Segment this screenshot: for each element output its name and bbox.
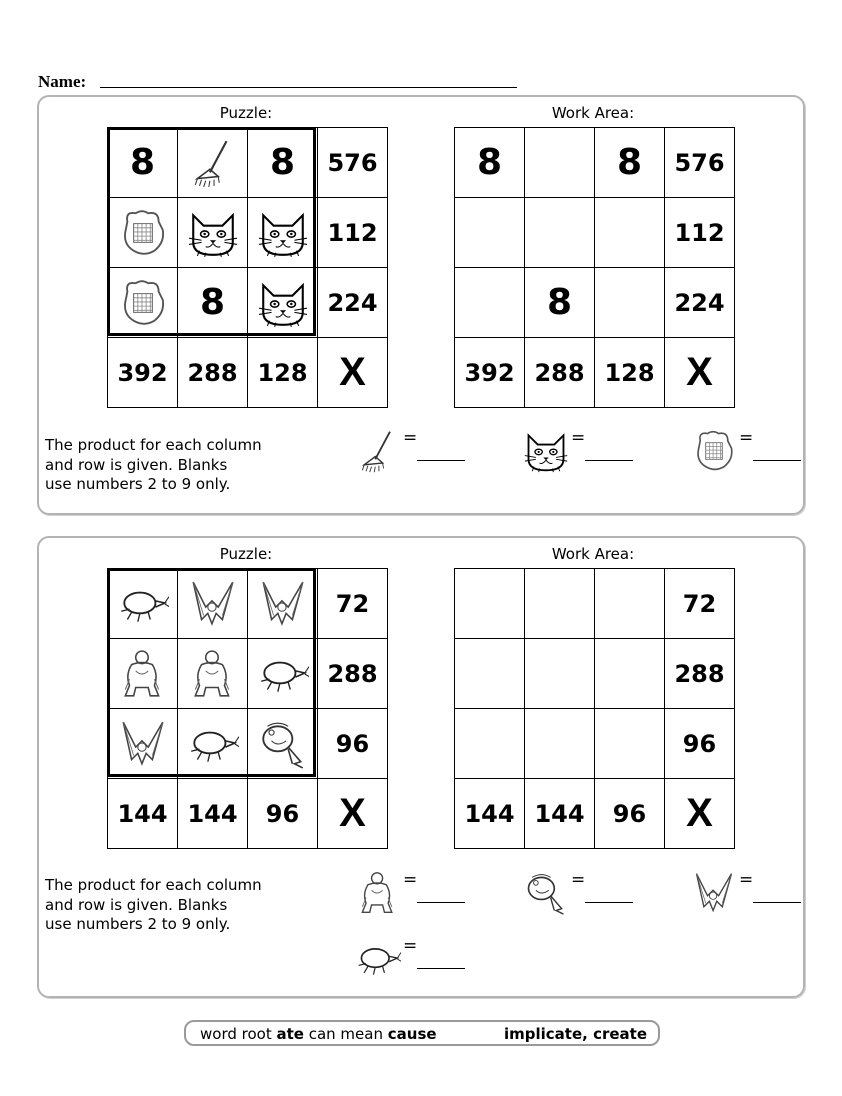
cell-value: 144: [187, 799, 238, 828]
puzzle-cell: [178, 268, 248, 338]
work-cell[interactable]: [525, 709, 595, 779]
baseball-glove-icon: [691, 428, 737, 474]
key-fish: [523, 870, 633, 920]
key-gorilla: [355, 870, 465, 920]
instruction-line: and row is given. Blanks: [45, 895, 228, 914]
bat-icon: [257, 578, 309, 630]
beetle-icon: [257, 648, 309, 700]
cell-value: 96: [265, 799, 300, 828]
puzzle-cell: [108, 128, 178, 198]
baseball-glove-icon: [117, 277, 169, 329]
puzzle-cell: [248, 268, 318, 338]
instructions: [45, 436, 305, 495]
puzzle-grid: [107, 127, 388, 408]
instruction-line: The product for each column: [45, 436, 262, 454]
puzzle-cell: [108, 268, 178, 338]
puzzle-cell: [108, 198, 178, 268]
row-product: [318, 709, 388, 779]
bat-icon: [187, 578, 239, 630]
column-product: [525, 338, 595, 408]
work-cell[interactable]: [455, 709, 525, 779]
answer-blank[interactable]: [417, 968, 465, 969]
work-cell[interactable]: [525, 639, 595, 709]
cell-value: 128: [257, 358, 308, 387]
cell-value: 288: [674, 659, 725, 688]
column-product: [455, 338, 525, 408]
cell-value: 288: [327, 659, 378, 688]
column-product: [178, 779, 248, 849]
puzzle-title: Puzzle:: [219, 104, 273, 122]
work-cell[interactable]: [455, 639, 525, 709]
cell-value: 112: [674, 218, 725, 247]
corner-cell: [665, 779, 735, 849]
work-cell[interactable]: [595, 128, 665, 198]
puzzle-cell: [248, 709, 318, 779]
row-product: [318, 569, 388, 639]
word-root-meaning: cause: [387, 1025, 437, 1043]
puzzle-cell: [108, 569, 178, 639]
column-product: [108, 338, 178, 408]
row-product: [665, 639, 735, 709]
work-cell[interactable]: [595, 709, 665, 779]
puzzle-grid: [107, 568, 388, 849]
bat-icon: [117, 718, 169, 770]
cell-value: 8: [199, 282, 226, 323]
beetle-icon: [355, 936, 401, 982]
work-cell[interactable]: [595, 268, 665, 338]
cell-value: 128: [604, 358, 655, 387]
baseball-glove-icon: [117, 207, 169, 259]
instruction-line: and row is given. Blanks: [45, 455, 228, 474]
equals-sign: =: [403, 870, 418, 890]
cell-value: 8: [616, 142, 643, 183]
cell-value: 112: [327, 218, 378, 247]
column-product: [248, 338, 318, 408]
row-product: [318, 128, 388, 198]
row-product: [665, 268, 735, 338]
row-product: [665, 128, 735, 198]
puzzle-cell: [178, 198, 248, 268]
puzzle-cell: [248, 569, 318, 639]
equals-sign: =: [403, 936, 418, 956]
row-product: [665, 569, 735, 639]
equals-sign: =: [739, 870, 754, 890]
cell-value: 288: [187, 358, 238, 387]
puzzle-cell: [248, 128, 318, 198]
column-product: [455, 779, 525, 849]
cat-face-icon: [523, 428, 569, 474]
cell-value: 144: [534, 799, 585, 828]
key-glove: [691, 428, 801, 478]
puzzle-cell: [248, 198, 318, 268]
fish-icon: [523, 870, 569, 916]
answer-blank[interactable]: [585, 460, 633, 461]
instruction-line: The product for each column: [45, 876, 262, 894]
corner-x: X: [339, 791, 366, 835]
work-cell[interactable]: [595, 569, 665, 639]
work-cell[interactable]: [455, 569, 525, 639]
cell-value: 8: [129, 142, 156, 183]
work-area-title: Work Area:: [551, 104, 635, 122]
name-line[interactable]: [100, 87, 517, 88]
work-cell[interactable]: [455, 128, 525, 198]
gorilla-icon: [355, 870, 401, 916]
work-cell[interactable]: [525, 198, 595, 268]
cell-value: 576: [327, 148, 378, 177]
column-product: [108, 779, 178, 849]
puzzle-cell: [178, 569, 248, 639]
cell-value: 96: [335, 729, 370, 758]
word-root-examples: implicate, create: [504, 1025, 647, 1043]
row-product: [318, 268, 388, 338]
fish-icon: [257, 718, 309, 770]
cat-face-icon: [257, 277, 309, 329]
corner-cell: [318, 779, 388, 849]
cell-value: 144: [464, 799, 515, 828]
cell-value: 224: [327, 288, 378, 317]
rake-icon: [355, 428, 401, 474]
column-product: [248, 779, 318, 849]
cell-value: 392: [117, 358, 168, 387]
word-root: ate: [276, 1025, 304, 1043]
puzzle-cell: [178, 128, 248, 198]
work-cell[interactable]: [525, 268, 595, 338]
puzzle-title: Puzzle:: [219, 545, 273, 563]
cell-value: 224: [674, 288, 725, 317]
beetle-icon: [117, 578, 169, 630]
work-area-grid[interactable]: [454, 127, 735, 408]
work-cell[interactable]: [595, 198, 665, 268]
equals-sign: =: [571, 870, 586, 890]
column-product: [178, 338, 248, 408]
column-product: [595, 779, 665, 849]
work-cell[interactable]: [525, 128, 595, 198]
answer-blank[interactable]: [585, 902, 633, 903]
puzzle-cell: [178, 639, 248, 709]
puzzle-cell: [248, 639, 318, 709]
row-product: [665, 198, 735, 268]
work-cell[interactable]: [595, 639, 665, 709]
work-area-title: Work Area:: [551, 545, 635, 563]
equals-sign: =: [571, 428, 586, 448]
beetle-icon: [187, 718, 239, 770]
work-cell[interactable]: [525, 569, 595, 639]
key-bat: [691, 870, 801, 920]
equals-sign: =: [403, 428, 418, 448]
cell-value: 576: [674, 148, 725, 177]
cell-value: 392: [464, 358, 515, 387]
word-root-text: [200, 1025, 437, 1043]
word-root-middle: can mean: [303, 1025, 388, 1043]
gorilla-icon: [187, 648, 239, 700]
column-product: [525, 779, 595, 849]
puzzle-cell: [178, 709, 248, 779]
word-root-box: [184, 1020, 660, 1046]
row-product: [665, 709, 735, 779]
answer-blank[interactable]: [417, 902, 465, 903]
work-cell[interactable]: [455, 268, 525, 338]
row-product: [318, 198, 388, 268]
corner-x: X: [686, 350, 713, 394]
work-area-grid[interactable]: [454, 568, 735, 849]
gorilla-icon: [117, 648, 169, 700]
puzzle-cell: [108, 639, 178, 709]
cat-face-icon: [187, 207, 239, 259]
cell-value: 8: [476, 142, 503, 183]
key-rake: [355, 428, 465, 478]
key-cat: [523, 428, 633, 478]
cell-value: 96: [612, 799, 647, 828]
corner-x: X: [686, 791, 713, 835]
cell-value: 72: [335, 589, 370, 618]
cell-value: 72: [682, 589, 717, 618]
answer-blank[interactable]: [417, 460, 465, 461]
instruction-line: use numbers 2 to 9 only.: [45, 915, 231, 933]
cell-value: 144: [117, 799, 168, 828]
work-cell[interactable]: [455, 198, 525, 268]
corner-cell: [318, 338, 388, 408]
word-root-prefix: word root: [200, 1025, 277, 1043]
key-beetle: [355, 936, 465, 986]
puzzle-cell: [108, 709, 178, 779]
rake-icon: [187, 137, 239, 189]
cell-value: 8: [546, 282, 573, 323]
instruction-line: use numbers 2 to 9 only.: [45, 475, 231, 493]
cell-value: 8: [269, 142, 296, 183]
bat-icon: [691, 870, 737, 916]
name-label: Name:: [38, 72, 87, 91]
equals-sign: =: [739, 428, 754, 448]
corner-x: X: [339, 350, 366, 394]
column-product: [595, 338, 665, 408]
corner-cell: [665, 338, 735, 408]
answer-blank[interactable]: [753, 460, 801, 461]
instructions: [45, 876, 305, 935]
cell-value: 96: [682, 729, 717, 758]
row-product: [318, 639, 388, 709]
cat-face-icon: [257, 207, 309, 259]
cell-value: 288: [534, 358, 585, 387]
answer-blank[interactable]: [753, 902, 801, 903]
